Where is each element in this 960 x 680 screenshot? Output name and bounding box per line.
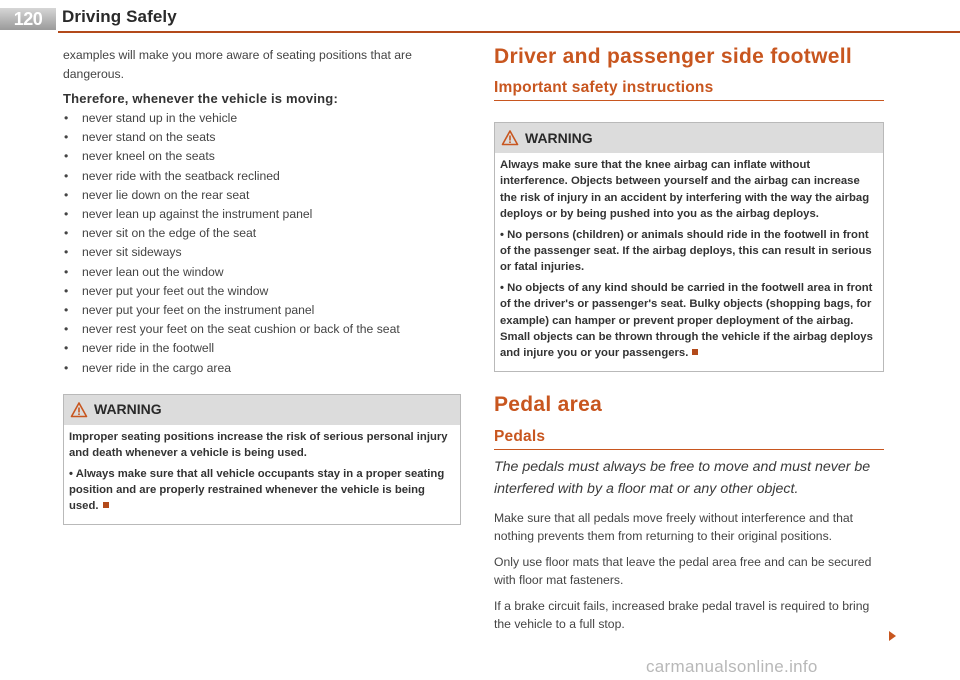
- body-paragraph: Make sure that all pedals move freely without interference and that nothing prevents them from returning to their original positions.: [494, 510, 854, 544]
- list-item: • never put your feet out the window: [63, 282, 461, 301]
- list-item: • never sit sideways: [63, 243, 461, 262]
- warning-body: [64, 425, 460, 524]
- continue-arrow-icon: [889, 631, 896, 641]
- page-number: 120: [0, 8, 56, 30]
- subsection-rule: [494, 100, 884, 101]
- bullet-dot: •: [64, 322, 69, 337]
- end-square-icon: [103, 502, 109, 508]
- list-item: • never ride with the seatback reclined: [63, 167, 461, 186]
- subsection-title-pedals: Pedals: [494, 427, 546, 445]
- warning-label: WARNING: [94, 401, 162, 418]
- warning-body: [495, 153, 883, 371]
- bullet-dot: •: [64, 245, 69, 260]
- bullet-dot: •: [64, 341, 69, 356]
- list-item: • never stand on the seats: [63, 128, 461, 147]
- list-item: • never sit on the edge of the seat: [63, 224, 461, 243]
- warning-header: [495, 123, 883, 153]
- page-header: [0, 0, 960, 34]
- bullet-dot: •: [64, 168, 69, 183]
- warning-triangle-icon: [70, 401, 88, 419]
- bullet-dot: •: [64, 264, 69, 279]
- warning-triangle-icon: [501, 129, 519, 147]
- subsection-rule: [494, 449, 884, 450]
- bullet-dot: •: [69, 467, 76, 480]
- list-item: • never kneel on the seats: [63, 147, 461, 166]
- page-title: Driving Safely: [62, 7, 177, 26]
- warning-box-seating: [63, 394, 461, 525]
- bullet-dot: •: [500, 281, 508, 294]
- warning-box-footwell: [494, 122, 884, 372]
- header-rule: [58, 31, 960, 33]
- watermark: carmanualsonline.info: [646, 657, 818, 676]
- list-item: • never put your feet on the instrument panel: [63, 301, 461, 320]
- body-paragraph: Only use floor mats that leave the pedal area free and can be secured with floor mat fasteners.: [494, 554, 872, 588]
- intro-paragraph: examples will make you more aware of seating positions that are dangerous.: [63, 48, 412, 81]
- body-paragraph: If a brake circuit fails, increased brake pedal travel is required to bring the vehicle to a full stop.: [494, 598, 870, 632]
- bullet-dot: •: [64, 187, 69, 202]
- bullet-list-heading: Therefore, whenever the vehicle is moving:: [63, 91, 338, 106]
- warning-label: WARNING: [525, 129, 593, 146]
- bullet-dot: •: [64, 283, 69, 298]
- subsection-title-safety: Important safety instructions: [494, 79, 714, 96]
- list-item: • never stand up in the vehicle: [63, 109, 461, 128]
- bullet-dot: •: [64, 111, 69, 125]
- warning-header: [64, 395, 460, 425]
- warning-bullet: • No objects of any kind should be carried in the footwell area in front of the driver's or passenger's seat. Bulky objects (shopping bags, for example) can hamper or prevent proper deployment of the airbag. Small objects can be thrown through the vehicle if the airbag deploys and injure you or your passengers.: [500, 281, 873, 360]
- bullet-dot: •: [64, 360, 69, 375]
- lead-paragraph: The pedals must always be free to move and must never be interfered with by a floor mat or any other object.: [494, 458, 871, 497]
- bullet-dot: •: [64, 303, 69, 318]
- bullet-dot: •: [64, 130, 69, 145]
- warning-bullet: • No persons (children) or animals should ride in the footwell in front of the passenger seat. If the airbag deploys, this can result in serious or fatal injuries.: [500, 228, 872, 274]
- right-column: [494, 44, 884, 641]
- bullet-dot: •: [64, 207, 69, 222]
- list-item: • never rest your feet on the seat cushion or back of the seat: [63, 320, 461, 339]
- warning-bullet: • Always make sure that all vehicle occupants stay in a proper seating position and are properly restrained whenever the vehicle is being used.: [69, 467, 445, 513]
- list-item: • never ride in the footwell: [63, 339, 461, 358]
- warning-lead: Improper seating positions increase the risk of serious personal injury and death whenever a vehicle is being used.: [69, 430, 448, 460]
- section-title-pedal-area: Pedal area: [494, 392, 603, 416]
- list-item: • never lean out the window: [63, 263, 461, 282]
- seating-rules-list: [63, 109, 461, 378]
- list-item: • never lie down on the rear seat: [63, 186, 461, 205]
- bullet-dot: •: [64, 226, 69, 241]
- list-item: • never lean up against the instrument panel: [63, 205, 461, 224]
- warning-lead: Always make sure that the knee airbag can inflate without interference. Objects between yourself and the airbag can increase the risk of injury in an accident by interfering with the way the airbag deploys or by being pushed into you as the airbag deploys.: [500, 159, 870, 221]
- bullet-dot: •: [64, 149, 69, 164]
- bullet-dot: •: [500, 228, 508, 241]
- end-square-icon: [692, 349, 698, 355]
- list-item: • never ride in the cargo area: [63, 359, 461, 378]
- section-title-footwell: Driver and passenger side footwell: [494, 45, 852, 68]
- left-column: [63, 46, 461, 525]
